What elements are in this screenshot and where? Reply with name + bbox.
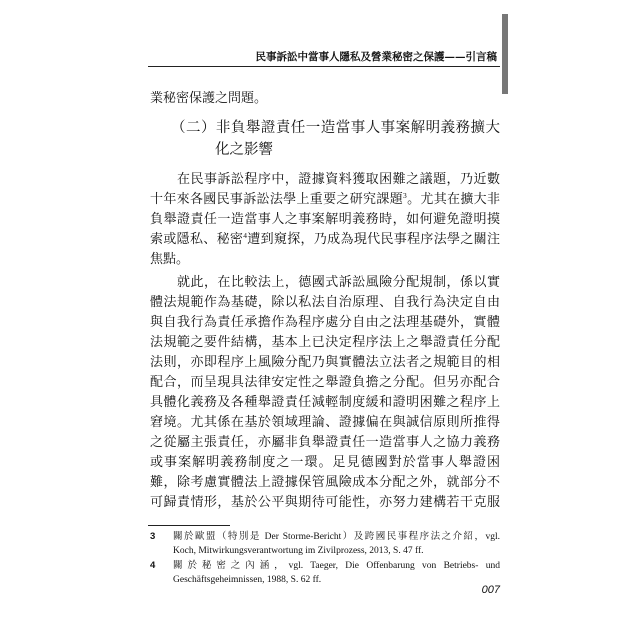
- footnote-4-line: Geschäftsgeheimnissen, 1988, S. 62 ff.: [173, 575, 322, 585]
- paragraph-2-line: 之從屬主張責任，亦屬非負舉證責任一造當事人之協力義務: [150, 434, 500, 449]
- paragraph-2-line: 法則，亦即程序上風險分配乃與實體法立法者之規範目的相: [150, 354, 500, 369]
- header-rule: [148, 66, 500, 67]
- running-header: 民事訴訟中當事人隱私及營業秘密之保護——引言稿: [255, 51, 497, 63]
- paragraph-1-line: [150, 189, 500, 209]
- line-text: 。尤其在擴大非: [406, 191, 500, 206]
- footnote-ref-4: 4: [243, 231, 247, 240]
- paragraph-2-line: 窘境。尤其係在基於領域理論、證據偏在與誠信原則所推得: [150, 414, 500, 429]
- paragraph-1-line: 負舉證責任一造當事人之事案解明義務時，如何避免證明摸: [150, 211, 500, 226]
- carryover-line: 業秘密保護之問題。: [150, 90, 268, 105]
- paragraph-2-line: 就此，在比較法上，德國式訴訟風險分配規制，係以實: [177, 274, 500, 289]
- paragraph-2-line: 可歸責情形，基於公平與期待可能性，亦努力建構若干克服: [150, 494, 500, 509]
- footnote-3-line: Koch, Mitwirkungsverantwortung im Zivilprozess, 2013, S. 47 ff.: [173, 546, 424, 556]
- footnote-3-line: 關於歐盟（特別是 Der Storme-Bericht）及跨國民事程序法之介紹，vgl.: [173, 532, 500, 542]
- footnote-4-number: 4: [150, 560, 156, 571]
- paragraph-1-line: 在民事訴訟程序中，證據資料獲取困難之議題，乃近數: [177, 171, 500, 186]
- paragraph-2-line: 難，除考慮實體法上證據保管風險成本分配之外，就部分不: [150, 474, 500, 489]
- line-text: 索或隱私、秘密: [150, 231, 244, 246]
- page-number: 007: [481, 584, 500, 596]
- paragraph-2-line: 具體化義務及各種舉證責任減輕制度緩和證明困難之程序上: [150, 394, 500, 409]
- paragraph-2-line: 或事案解明義務制度之一環。足見德國對於當事人舉證困: [150, 454, 500, 469]
- section-heading-line: 化之影響: [215, 142, 273, 158]
- section-heading-line: （二）非負舉證責任一造當事人事案解明義務擴大: [171, 120, 500, 136]
- paragraph-2-line: 體法規範作為基礎，除以私法自治原理、自我行為決定自由: [150, 294, 500, 309]
- line-text: 遭到窺探，乃成為現代民事程序法學之關注: [246, 231, 500, 246]
- footnote-4-line: 關於秘密之內涵，vgl. Taeger, Die Offenbarung von Betriebs- und: [173, 561, 500, 571]
- footnote-separator: [148, 525, 230, 526]
- paragraph-2-line: 與自我行為責任承擔作為程序處分自由之法理基礎外，實體: [150, 314, 500, 329]
- thumb-index-bar: [502, 14, 508, 94]
- paragraph-2-line: 配合，而呈現具法律安定性之舉證負擔之分配。但另亦配合: [150, 374, 500, 389]
- footnote-3-number: 3: [150, 531, 156, 542]
- paragraph-2-line: 法規範之要件結構，基本上已決定程序法上之舉證責任分配: [150, 334, 500, 349]
- footnote-ref-3: 3: [403, 191, 407, 200]
- line-text: 十年來各國民事訴訟法學上重要之研究課題: [150, 191, 404, 206]
- paragraph-1-line: [150, 229, 500, 249]
- paragraph-1-line: 焦點。: [150, 251, 190, 266]
